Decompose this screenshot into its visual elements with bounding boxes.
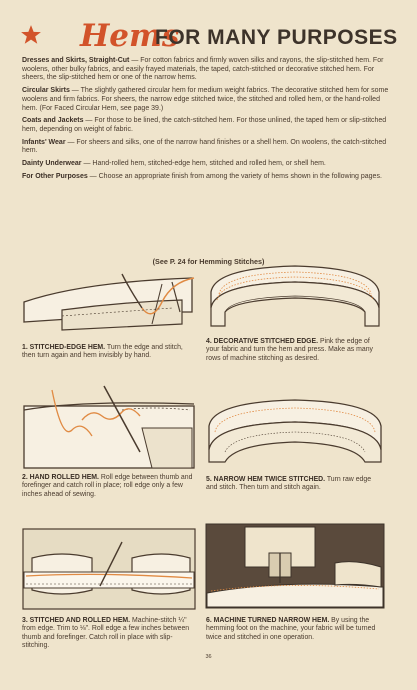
intro-heading: For Other Purposes <box>22 172 88 180</box>
hem-text: Turn raw edge and stitch. Then turn and stitch again. <box>206 476 372 492</box>
intro-paragraph <box>22 87 396 113</box>
decorative-stitched-edge-illustration <box>205 262 385 332</box>
intro-heading: Dainty Underwear <box>22 160 82 168</box>
intro-heading: Coats and Jackets <box>22 117 84 125</box>
intro-paragraph <box>22 57 396 83</box>
intro-paragraph <box>22 117 396 134</box>
hand-rolled-hem-illustration <box>22 380 197 470</box>
hem-heading: 5. NARROW HEM TWICE STITCHED. <box>206 476 326 483</box>
title-caps: FOR MANY PURPOSES <box>155 26 398 49</box>
intro-paragraph <box>22 173 396 182</box>
hem-heading: 2. HAND ROLLED HEM. <box>22 474 99 481</box>
hem-text: Pink the edge of your fabric and turn the hem and press. Make as many rows of machine stitching as desired. <box>206 338 373 362</box>
hem-text: Machine-stitch ¼" from edge. Trim to ⅛". Roll edge a few inches between thumb and forefinger. Catch roll in place with slip-stitching. <box>22 617 190 650</box>
intro-heading: Infants' Wear <box>22 138 66 146</box>
machine-turned-narrow-hem-illustration <box>205 523 385 609</box>
hem-heading: 6. MACHINE TURNED NARROW HEM. <box>206 617 330 624</box>
star-icon <box>20 24 42 46</box>
hem-heading: 3. STITCHED AND ROLLED HEM. <box>22 617 131 624</box>
stitched-edge-hem-illustration <box>22 272 197 340</box>
hem-text: Turn the edge and stitch, then turn again and hem invisibly by hand. <box>22 344 183 360</box>
hem-caption-5 <box>206 476 384 493</box>
hem-heading: 1. STITCHED-EDGE HEM. <box>22 344 106 351</box>
intro-heading: Dresses and Skirts, Straight-Cut <box>22 57 130 64</box>
intro-text: — Choose an appropriate finish from among the variety of hems shown in the following pages. <box>87 172 382 180</box>
narrow-hem-twice-stitched-illustration <box>205 392 385 468</box>
page-title <box>20 18 405 52</box>
hem-caption-2 <box>22 474 198 499</box>
intro-text: — For sheers and silks, one of the narrow hand finishes or a shell hem. On woolens, the catch-stitched hem. <box>22 138 387 155</box>
intro-heading: Circular Skirts <box>22 87 70 95</box>
hem-heading: 4. DECORATIVE STITCHED EDGE. <box>206 338 319 345</box>
intro-text: — For cotton fabrics and firmly woven silks and rayons, the slip-stitched hem. For woolens, other bulky fabrics, and easily frayed materials, the taped, catch-stitched or decorative stitched hem. For sheers, the slip-stitched hem or one of the narrow hems. <box>22 57 384 82</box>
intro-section <box>22 57 396 185</box>
hem-caption-6 <box>206 617 384 642</box>
title-script: Hems <box>80 18 180 54</box>
see-note: (See P. 24 for Hemming Stitches) <box>152 257 265 266</box>
hem-caption-1 <box>22 344 198 361</box>
intro-text: — For those to be lined, the catch-stitched hem. For those unlined, the taped hem or slip-stitched hem, depending on weight of fabric. <box>22 117 387 133</box>
hem-text: By using the hemming foot on the machine, your fabric will be turned twice and stitched in one operation. <box>206 617 376 641</box>
intro-text: — The slightly gathered circular hem for medium weight fabrics. The decorative stitched hem for some woolens and firm fabrics. For sheers, the narrow edge stitched twice, the stitched and rolled hem, or the hand-rolled hem. (For Faced Circular Hem, see page 39.) <box>22 87 389 112</box>
hem-text: Roll edge between thumb and forefinger and catch roll in place; roll edge only a few inches ahead of sewing. <box>22 474 193 498</box>
hem-caption-4 <box>206 338 384 363</box>
page-number: 36 <box>205 654 212 660</box>
intro-text: — Hand-rolled hem, stitched-edge hem, stitched and rolled hem, or shell hem. <box>81 160 326 168</box>
intro-paragraph <box>22 160 396 169</box>
intro-paragraph <box>22 139 396 156</box>
hem-caption-3 <box>22 617 198 651</box>
stitched-and-rolled-hem-illustration <box>22 528 197 610</box>
